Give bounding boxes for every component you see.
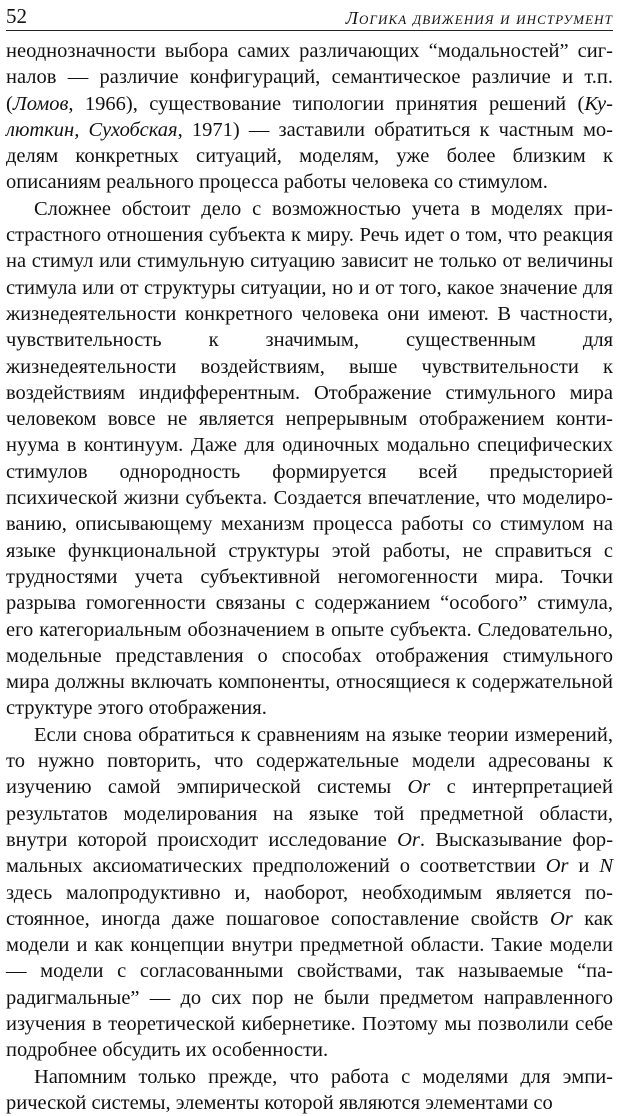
- text-run: с интерпретацией результатов моделирования на языке той предметной области, внутри которой происходит исследование: [6, 776, 613, 851]
- text-run: , 1966), существование типологии принятия решений (: [68, 92, 585, 115]
- italic-text: N: [599, 855, 613, 878]
- italic-text: Ломов: [12, 92, 69, 115]
- running-head: [6, 0, 613, 31]
- text-run: и: [568, 855, 600, 878]
- text-run: Напомним только прежде, что работа с моделями для эмпирической системы, элементы которой являются элементами со: [6, 1065, 613, 1114]
- italic-text: Or: [545, 855, 569, 878]
- text-run: Сложнее обстоит дело с возможностью учета в моделях пристрастного отношения субъекта к миру. Речь идет о том, что реакция на стимул или стимульную ситуацию зависит не только от величины стимула или от структуры ситуации, но и от того, какое значение для жизнедеятельности конкретного человека они имеют. В частности, чувствительность к значимым, существенным для жизнедеятельности воздействиям, выше чувствительности к воздействиям индифферентным. Отображение стимульного мира человеком вовсе не является непрерывным отображением континуума в континуум. Даже для одиночных модально специфических стимулов однородность формируется всей предысторией психической жизни субъекта. Создается впечатление, что моделированию, описывающему механизм процесса работы со стимулом на языке функциональной структуры этой работы, не справиться с трудностями учета субъективной негомогенности мира. Точки разрыва гомогенности связаны с содержанием “особого” стимула, его категориальным обозначением в опыте субъекта. Следовательно, модельные представления о способах отображения стимульного мира должны включать компоненты, относящиеся к содержательной структуре этого отображения.: [6, 197, 613, 720]
- italic-text: Or: [549, 907, 573, 930]
- paragraph: [6, 38, 613, 196]
- running-title: Логика движения и инструмент: [345, 8, 613, 28]
- text-run: . Высказывание формальных аксиоматических предположений о соответствии: [6, 828, 614, 878]
- italic-text: Or: [407, 776, 431, 799]
- paragraph: [6, 1064, 613, 1116]
- text-run: как модели и как концепции внутри предметной области. Такие модели — модели с согласованными свойствами, так называемые “парадигмальные” — до сих пор не были предметом направленного изучения в теоретической кибернетике. Поэтому мы позволили себе подробнее обсудить их особенности.: [6, 907, 613, 1062]
- page-number: 52: [6, 4, 27, 28]
- text-run: , 1971) — заставили обратиться к частным моделям конкретных ситуаций, моделям, уже более близким к описаниям реального процесса работы человека со стимулом.: [6, 118, 613, 194]
- paragraph: [6, 722, 613, 1064]
- text-run: здесь малопродуктивно и, наоборот, необходимым является постоянное, иногда даже пошаговое сопоставление свойств: [6, 881, 613, 930]
- text-run: неоднозначности выбора самих различающих “модальностей” сигналов — различие конфигураций, семантическое различие и т.п. (: [6, 40, 613, 115]
- italic-text: Кулюткин, Сухобская: [6, 92, 613, 141]
- italic-text: Or: [397, 828, 420, 851]
- body-text: [6, 38, 613, 1116]
- text-run: Если снова обратиться к сравнениям на языке теории измерений, то нужно повторить, что содержательные модели адресованы к изучению самой эмпирической системы: [6, 723, 613, 799]
- paragraph: [6, 196, 613, 722]
